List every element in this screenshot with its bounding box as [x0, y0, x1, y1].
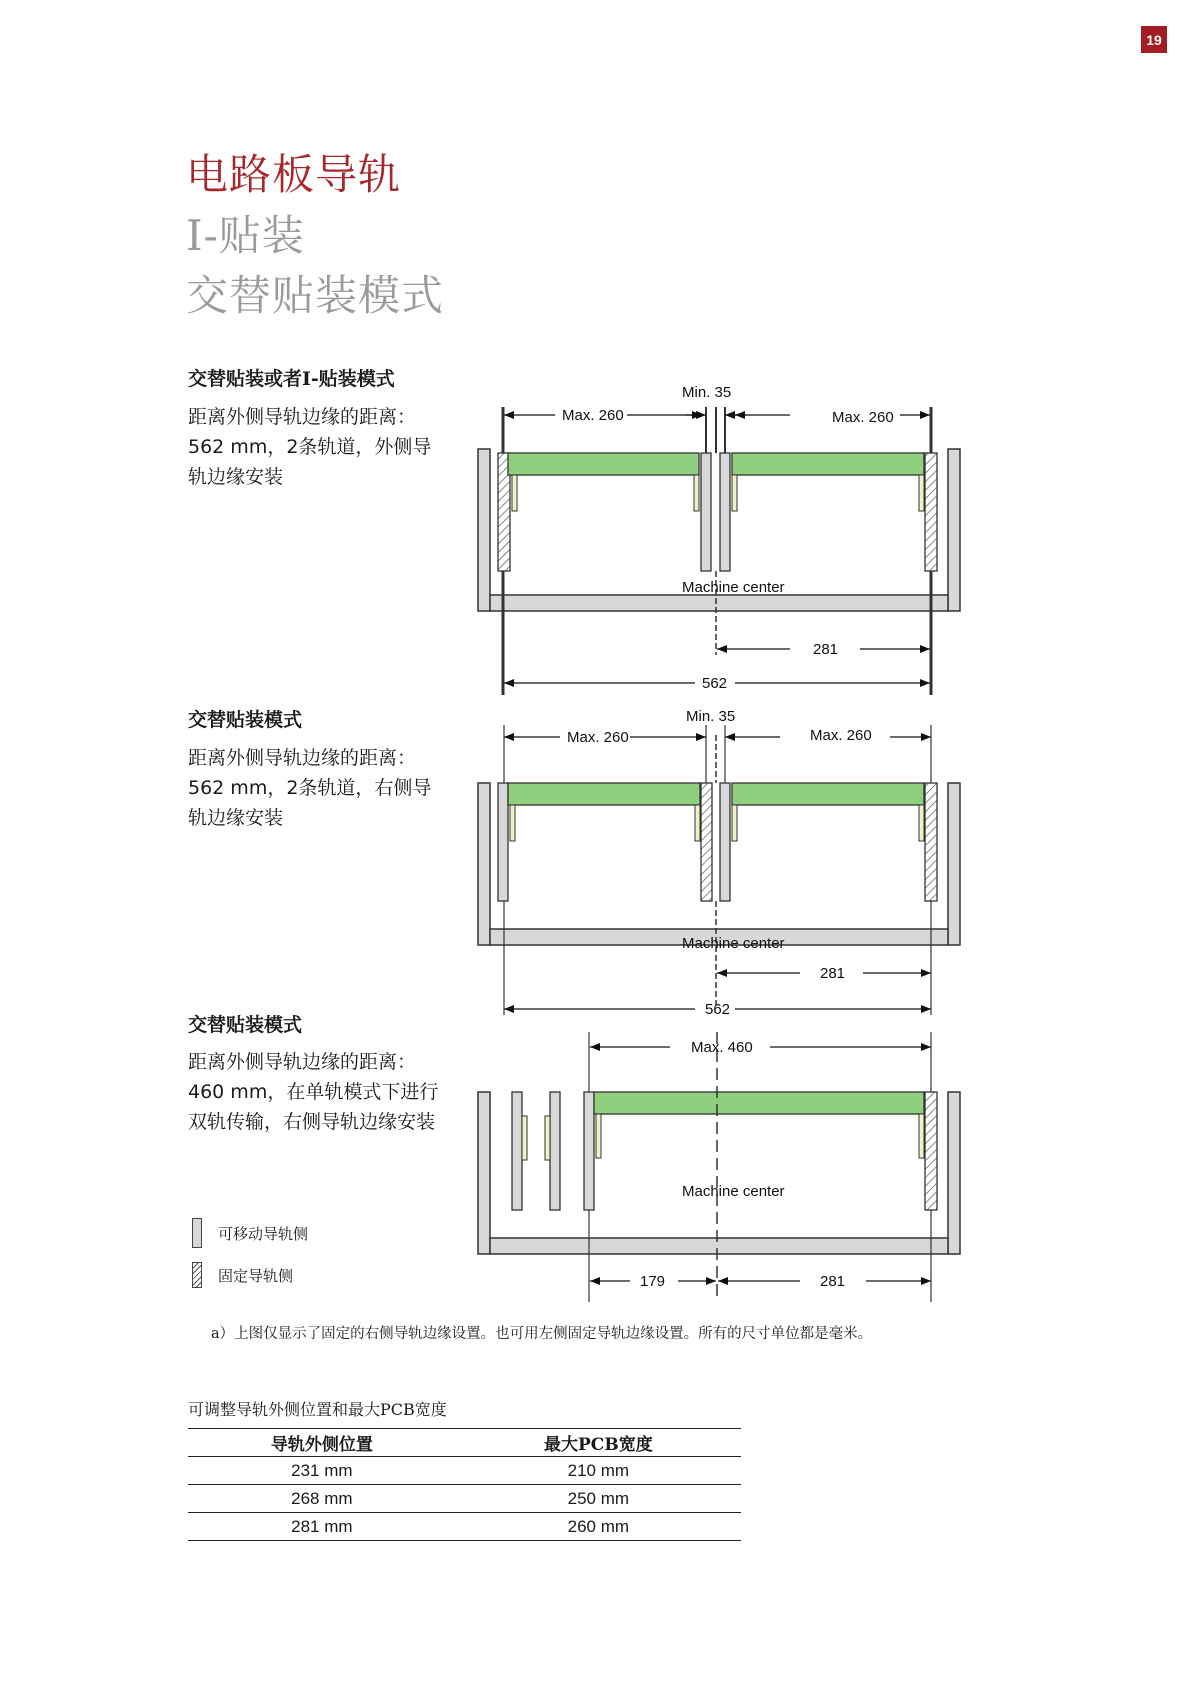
table-header-cell: 最大PCB宽度	[456, 1429, 741, 1457]
dim-half: 281	[820, 965, 846, 982]
section-2-heading: 交替贴装模式	[188, 709, 303, 731]
pcb-left	[508, 783, 700, 805]
dim-max-right: Max. 260	[810, 727, 872, 744]
movable-rail-center-right	[720, 783, 730, 901]
dim-max-right: Max. 260	[832, 409, 894, 426]
dim-max-left: Max. 260	[562, 407, 624, 424]
movable-rail-left	[498, 783, 508, 901]
dim-min: Min. 35	[686, 708, 736, 725]
pcb-right	[732, 783, 924, 805]
table-row	[188, 1457, 741, 1485]
page-subtitle-1: I-贴装	[186, 211, 305, 260]
table-cell: 281 mm	[188, 1513, 456, 1541]
table-header-row	[188, 1429, 741, 1457]
parked-rail-2	[550, 1092, 560, 1210]
fixed-rail-right	[925, 453, 937, 571]
section-2-body: 距离外侧导轨边缘的距离： 562 mm，2条轨道，右侧导 轨边缘安装	[188, 747, 432, 829]
dim-total: 562	[702, 675, 728, 692]
fixed-rail-right	[925, 783, 937, 901]
legend-movable-label: 可移动导轨侧	[218, 1224, 309, 1243]
movable-rail-swatch	[192, 1218, 202, 1248]
section-1-body: 距离外侧导轨边缘的距离： 562 mm，2条轨道，外侧导 轨边缘安装	[188, 406, 432, 488]
table-cell: 231 mm	[188, 1457, 456, 1485]
fixed-rail-swatch	[192, 1262, 202, 1288]
fixed-rail-right	[925, 1092, 937, 1210]
rail-diagram-3	[470, 1030, 970, 1305]
dim-max-left: Max. 260	[567, 729, 629, 746]
section-1-heading: 交替贴装或者I-贴装模式	[188, 368, 395, 390]
machine-center-label: Machine center	[682, 579, 785, 596]
parked-rail-1	[512, 1092, 522, 1210]
movable-rail-left	[584, 1092, 594, 1210]
dim-total: 562	[705, 1001, 731, 1018]
machine-center-label: Machine center	[682, 1183, 785, 1200]
legend-movable	[192, 1218, 308, 1248]
table-cell: 250 mm	[456, 1485, 741, 1513]
legend-fixed	[192, 1262, 293, 1288]
rail-position-table	[188, 1428, 741, 1541]
dim-half: 281	[813, 641, 839, 658]
section-3-body: 距离外侧导轨边缘的距离： 460 mm，在单轨模式下进行 双轨传输，右侧导轨边缘安装	[188, 1051, 439, 1133]
fixed-rail-center	[701, 783, 712, 901]
table-header-cell: 导轨外侧位置	[188, 1429, 456, 1457]
dim-max: Max. 460	[691, 1039, 753, 1056]
section-3-heading: 交替贴装模式	[188, 1014, 303, 1036]
table-cell: 268 mm	[188, 1485, 456, 1513]
rail-diagram-1	[470, 385, 970, 705]
machine-base	[478, 783, 960, 945]
page-subtitle-2: 交替贴装模式	[186, 271, 445, 320]
pcb-left	[508, 453, 699, 475]
table-cell: 260 mm	[456, 1513, 741, 1541]
table-row	[188, 1485, 741, 1513]
rail-diagram-2	[470, 708, 970, 1025]
table-row	[188, 1513, 741, 1541]
dim-right: 281	[820, 1273, 846, 1290]
pcb-right	[732, 453, 924, 475]
movable-rail-center-right	[720, 453, 730, 571]
table-caption: 可调整导轨外侧位置和最大PCB宽度	[188, 1400, 447, 1419]
dim-min: Min. 35	[682, 384, 732, 401]
dim-left: 179	[640, 1273, 666, 1290]
machine-center-label: Machine center	[682, 935, 785, 952]
footnote: a）上图仅显示了固定的右侧导轨边缘设置。也可用左侧固定导轨边缘设置。所有的尺寸单位都是毫米。	[211, 1326, 873, 1342]
page-title: 电路板导轨	[186, 150, 402, 199]
page-number: 19	[1141, 26, 1167, 53]
legend-fixed-label: 固定导轨侧	[218, 1266, 294, 1285]
pcb-wide	[594, 1092, 924, 1114]
movable-rail-center-left	[701, 453, 711, 571]
table-cell: 210 mm	[456, 1457, 741, 1485]
